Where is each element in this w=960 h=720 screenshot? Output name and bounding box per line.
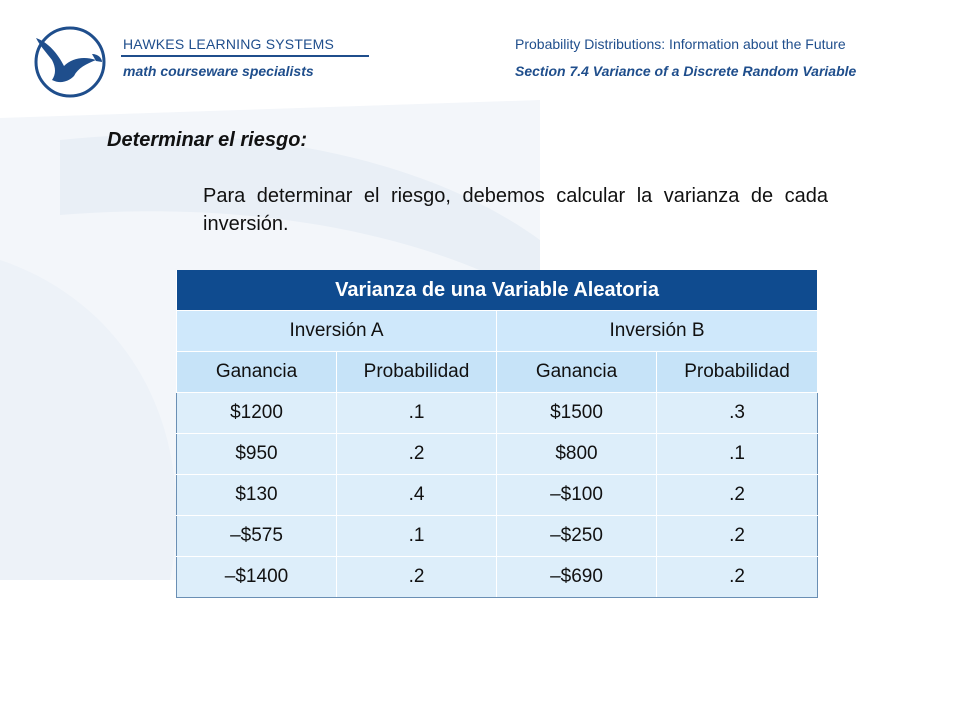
company-tagline: math courseware specialists bbox=[123, 63, 314, 79]
table-cell: $800 bbox=[497, 434, 657, 475]
table-cell: $1200 bbox=[177, 393, 337, 434]
group-investment-b: Inversión B bbox=[497, 311, 818, 352]
table-row bbox=[177, 516, 818, 557]
table-cell: –$1400 bbox=[177, 557, 337, 598]
column-header: Ganancia bbox=[177, 352, 337, 393]
table-cell: $130 bbox=[177, 475, 337, 516]
table-cell: .1 bbox=[657, 434, 818, 475]
table-column-header-row bbox=[177, 352, 818, 393]
table-row bbox=[177, 434, 818, 475]
table-cell: –$100 bbox=[497, 475, 657, 516]
company-name: HAWKES LEARNING SYSTEMS bbox=[123, 36, 335, 52]
group-investment-a: Inversión A bbox=[177, 311, 497, 352]
table-cell: –$250 bbox=[497, 516, 657, 557]
table-title: Varianza de una Variable Aleatoria bbox=[177, 270, 818, 311]
table-cell: .3 bbox=[657, 393, 818, 434]
table-title-row bbox=[177, 270, 818, 311]
table-cell: $950 bbox=[177, 434, 337, 475]
slide-heading: Determinar el riesgo: bbox=[107, 129, 308, 151]
table-cell: –$575 bbox=[177, 516, 337, 557]
table-cell: –$690 bbox=[497, 557, 657, 598]
variance-table bbox=[176, 270, 818, 598]
company-underline bbox=[121, 55, 369, 57]
table-cell: .2 bbox=[657, 516, 818, 557]
intro-paragraph: Para determinar el riesgo, debemos calcular la varianza de cada inversión. bbox=[203, 185, 828, 235]
table-row bbox=[177, 475, 818, 516]
table-cell: .1 bbox=[337, 393, 497, 434]
column-header: Probabilidad bbox=[337, 352, 497, 393]
hawk-logo-icon bbox=[30, 24, 110, 100]
table-cell: .2 bbox=[657, 475, 818, 516]
column-header: Probabilidad bbox=[657, 352, 818, 393]
table-cell: .2 bbox=[337, 434, 497, 475]
table-cell: .4 bbox=[337, 475, 497, 516]
section-title: Section 7.4 Variance of a Discrete Random Variable bbox=[515, 63, 857, 79]
table-row bbox=[177, 557, 818, 598]
column-header: Ganancia bbox=[497, 352, 657, 393]
course-title: Probability Distributions: Information about the Future bbox=[515, 36, 846, 52]
table-cell: .2 bbox=[337, 557, 497, 598]
table-cell: .2 bbox=[657, 557, 818, 598]
table-row bbox=[177, 393, 818, 434]
table-group-row bbox=[177, 311, 818, 352]
table-cell: $1500 bbox=[497, 393, 657, 434]
table-cell: .1 bbox=[337, 516, 497, 557]
